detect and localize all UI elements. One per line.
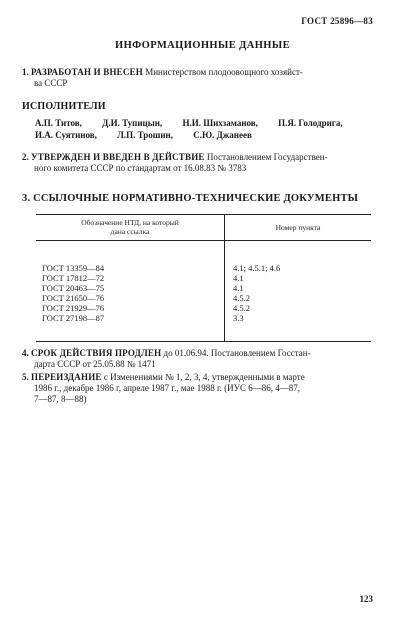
executor-name: Н.И. Шихзаманов, bbox=[182, 118, 258, 128]
table-header-document: Обозначение НТД, на который дана ссылка bbox=[36, 215, 225, 241]
section-text: до 01.06.94. Постановлением Госстан- bbox=[163, 348, 311, 358]
section-number: 2. bbox=[22, 152, 29, 162]
section-approved-line1 bbox=[22, 152, 382, 163]
table-cell-item: 4.5.2 bbox=[233, 303, 250, 313]
section-text: Министерством плодоовощного хозяйст- bbox=[145, 67, 303, 77]
table-cell-item: 4.1 bbox=[233, 283, 244, 293]
section-developed bbox=[22, 67, 377, 89]
executors-row-2 bbox=[35, 130, 270, 141]
table-row bbox=[36, 293, 371, 303]
executor-name: Л.П. Трошин, bbox=[117, 130, 173, 140]
section-text: Постановлением Государствен- bbox=[206, 152, 328, 162]
table-cell-doc: ГОСТ 17812—72 bbox=[36, 273, 225, 283]
table-cell-doc: ГОСТ 21650—76 bbox=[36, 293, 225, 303]
section-heading: ССЫЛОЧНЫЕ НОРМАТИВНО-ТЕХНИЧЕСКИЕ ДОКУМЕНТЫ bbox=[33, 193, 359, 204]
section-text-cont: 1986 г., декабре 1986 г, апреле 1987 г., мае 1988 г. (ИУС 6—86, 4—87, bbox=[34, 383, 301, 393]
section-reissue bbox=[22, 372, 382, 405]
executor-name: И.А. Суятинов, bbox=[35, 130, 97, 140]
table-cell-item: 4.1; 4.5.1; 4.6 bbox=[233, 263, 281, 273]
section-heading: ПЕРЕИЗДАНИЕ bbox=[31, 372, 102, 382]
section-reissue-line1 bbox=[22, 372, 382, 383]
section-number: 1. bbox=[22, 67, 29, 77]
table-cell-doc: ГОСТ 13359—84 bbox=[36, 263, 225, 273]
table-row bbox=[36, 313, 371, 323]
section-text-cont: дарта СССР от 25.05.88 № 1471 bbox=[34, 359, 156, 369]
table-cell-doc: ГОСТ 21929—76 bbox=[36, 303, 225, 313]
section-number: 5. bbox=[22, 372, 29, 382]
section-approved bbox=[22, 152, 382, 174]
section-heading: УТВЕРЖДЕН И ВВЕДЕН В ДЕЙСТВИЕ bbox=[31, 152, 205, 162]
executors-heading: ИСПОЛНИТЕЛИ bbox=[22, 101, 106, 112]
section-number: 4. bbox=[22, 348, 29, 358]
table-cell-item: 4.1 bbox=[233, 273, 244, 283]
section-references-heading bbox=[22, 193, 358, 204]
section-developed-line1 bbox=[22, 67, 377, 78]
table-cell-item: 3.3 bbox=[233, 313, 244, 323]
section-text-cont: 7—87, 8—88) bbox=[34, 394, 87, 404]
table-row bbox=[36, 283, 371, 293]
document-code: ГОСТ 25896—83 bbox=[301, 16, 373, 26]
executors-row-1 bbox=[35, 118, 361, 129]
section-extended-line1 bbox=[22, 348, 382, 359]
section-number: 3. bbox=[22, 193, 31, 204]
table-cell-item: 4.5.2 bbox=[233, 293, 250, 303]
executor-name: С.Ю. Джанеев bbox=[193, 130, 252, 140]
table-row bbox=[36, 303, 371, 313]
page-title: ИНФОРМАЦИОННЫЕ ДАННЫЕ bbox=[115, 40, 290, 51]
executor-name: П.Я. Голодрига, bbox=[278, 118, 343, 128]
executor-name: А.П. Титов, bbox=[35, 118, 82, 128]
executor-name: Д.И. Тупицын, bbox=[102, 118, 163, 128]
table-row bbox=[36, 263, 371, 273]
table-row bbox=[36, 273, 371, 283]
references-table bbox=[36, 214, 371, 342]
table-cell-doc: ГОСТ 27198—87 bbox=[36, 313, 225, 323]
section-text-cont: ного комитета СССР по стандартам от 16.08.83 № 3783 bbox=[34, 163, 247, 173]
section-heading: РАЗРАБОТАН И ВНЕСЕН bbox=[31, 67, 143, 77]
table-cell-doc: ГОСТ 20463—75 bbox=[36, 283, 225, 293]
section-text-cont: ва СССР bbox=[34, 78, 68, 88]
section-extended bbox=[22, 348, 382, 370]
section-text: с Изменениями № 1, 2, 3, 4, утвержденными в марте bbox=[103, 372, 305, 382]
page-number: 123 bbox=[359, 594, 373, 604]
section-heading: СРОК ДЕЙСТВИЯ ПРОДЛЕН bbox=[31, 348, 162, 358]
table-header-item: Номер пункта bbox=[225, 215, 372, 241]
